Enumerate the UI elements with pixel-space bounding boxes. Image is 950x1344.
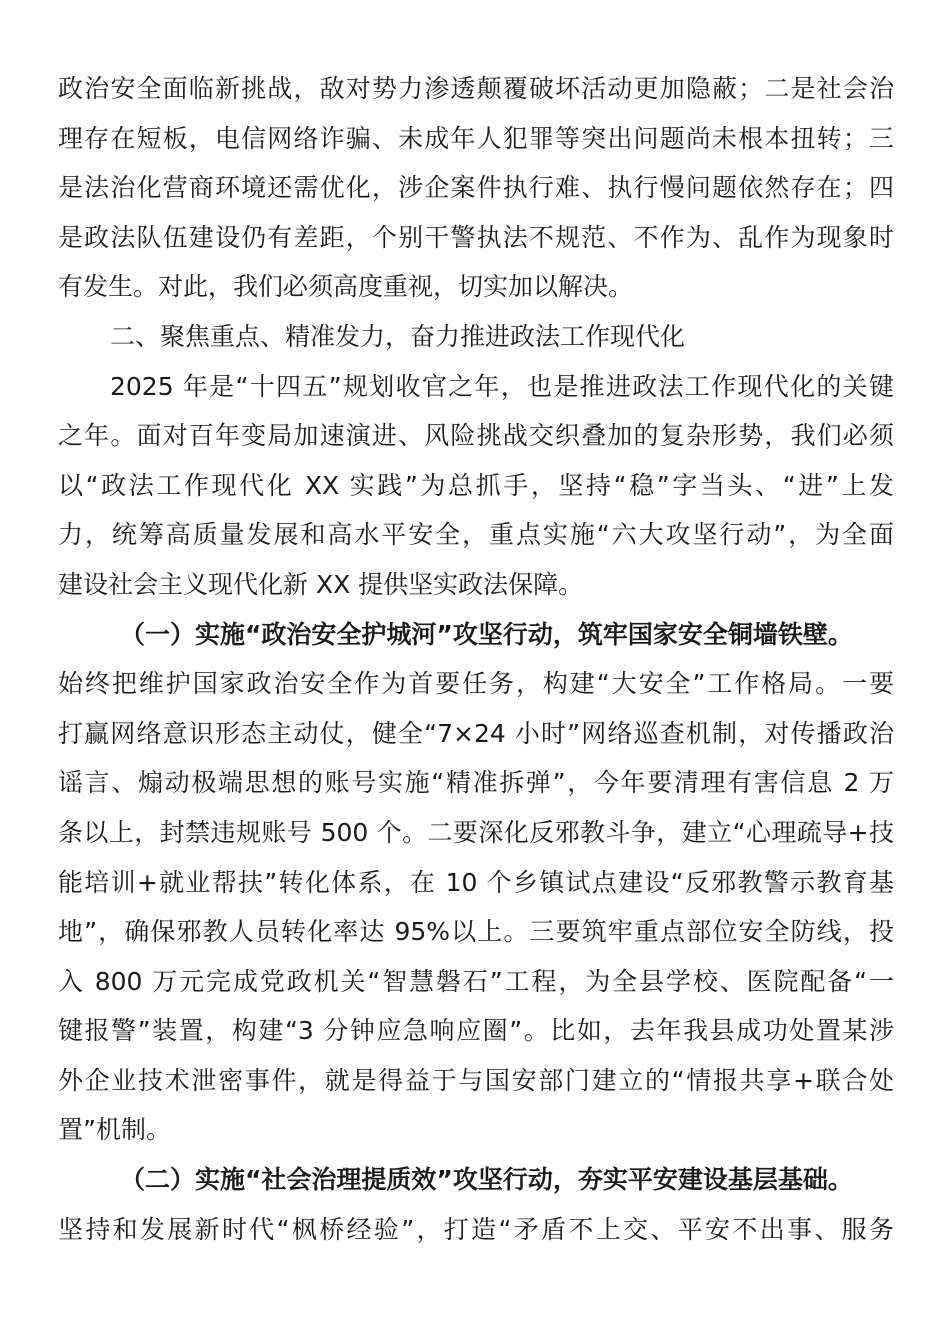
text-line: 条以上，封禁违规账号 500 个。二要深化反邪教斗争，建立“心理疏导+技 [58,817,894,847]
text-line: 理存在短板，电信网络诈骗、未成年人犯罪等突出问题尚未根本扭转；三 [58,123,894,153]
text-line: 有发生。对此，我们必须高度重视，切实加以解决。 [58,272,634,302]
text-line: 以“政法工作现代化 XX 实践”为总抓手，坚持“稳”字当头、“进”上发 [58,470,894,500]
text-line: 谣言、煽动极端思想的账号实施“精准拆弹”，今年要清理有害信息 2 万 [58,768,894,798]
text-line: 地”，确保邪教人员转化率达 95%以上。三要筑牢重点部位安全防线，投 [58,917,894,947]
text-line: 打赢网络意识形态主动仗，健全“7×24 小时”网络巡查机制，对传播政治 [58,718,894,748]
text-line: 力，统筹高质量发展和高水平安全，重点实施“六大攻坚行动”，为全面 [58,520,894,550]
text-line: 外企业技术泄密事件，就是得益于与国安部门建立的“情报共享+联合处 [58,1065,894,1095]
text-line: 建设社会主义现代化新 XX 提供坚实政法保障。 [58,569,584,599]
text-line: 置”机制。 [58,1115,171,1145]
section-heading: 二、聚焦重点、精准发力，奋力推进政法工作现代化 [110,321,686,351]
text-line: 2025 年是“十四五”规划收官之年，也是推进政法工作现代化的关键 [110,371,894,401]
text-line: 是政法队伍建设仍有差距，个别干警执法不规范、不作为、乱作为现象时 [58,222,894,252]
subsection-heading: （二）实施“社会治理提质效”攻坚行动，夯实平安建设基层基础。 [120,1165,853,1195]
text-line: 之年。面对百年变局加速演进、风险挑战交织叠加的复杂形势，我们必须 [58,421,894,451]
document-page [58,64,894,1254]
text-line: 键报警”装置，构建“3 分钟应急响应圈”。比如，去年我县成功处置某涉 [58,1016,894,1046]
text-line: 坚持和发展新时代“枫桥经验”，打造“矛盾不上交、平安不出事、服务 [58,1214,894,1244]
subsection-heading: （一）实施“政治安全护城河”攻坚行动，筑牢国家安全铜墙铁壁。 [120,619,853,649]
text-line: 能培训+就业帮扶”转化体系，在 10 个乡镇试点建设“反邪教警示教育基 [58,867,894,897]
text-line: 始终把维护国家政治安全作为首要任务，构建“大安全”工作格局。一要 [58,669,894,699]
text-line: 入 800 万元完成党政机关“智慧磐石”工程，为全县学校、医院配备“一 [58,966,894,996]
text-line: 政治安全面临新挑战，敌对势力渗透颠覆破坏活动更加隐蔽；二是社会治 [58,74,894,103]
text-line: 是法治化营商环境还需优化，涉企案件执行难、执行慢问题依然存在；四 [58,173,894,203]
